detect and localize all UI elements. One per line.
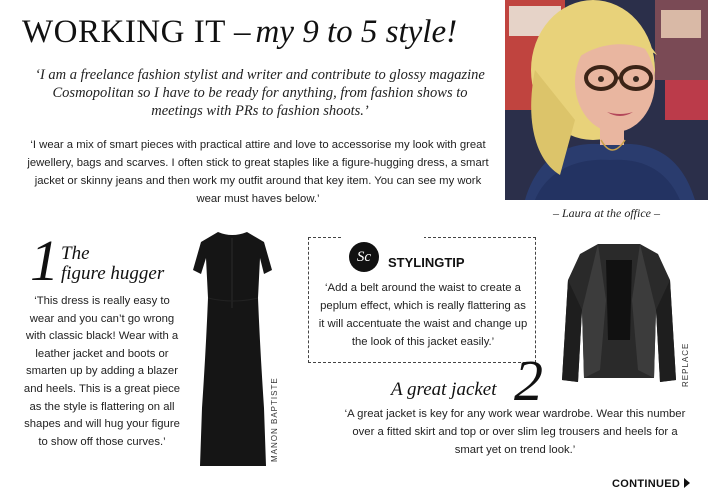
item2-text: ‘A great jacket is key for any work wear wardrobe. Wear this number over a fitted skirt and top or over slim leg trousers and heels for a smart yet on trend look.’ (344, 408, 686, 456)
stylist-logo-icon: Sc (349, 242, 379, 272)
styling-tip-text: ‘Add a belt around the waist to create a peplum effect, which is really flattering as it will accentuate the waist and change up the look of this jacket easily.’ (318, 282, 528, 348)
item1-text: ‘This dress is really easy to wear and you can’t go wrong with classic black! Wear with a leather jacket and boots or smarten up by adding a blazer and heels. This is a great piece as the style is flattering on all shapes and will hug your figure to show off those curves.’ (23, 295, 181, 448)
photo-caption: – Laura at the office – (553, 206, 660, 220)
item1-credit: MANON BAPTISTE (270, 377, 279, 462)
tip-box-gap (342, 232, 424, 244)
laura-photo (505, 0, 708, 200)
item2-credit: REPLACE (681, 342, 690, 387)
title-caps: WORKING IT – (22, 14, 252, 50)
black-dress-image (190, 228, 275, 470)
intro-quote: ‘I am a freelance fashion stylist and writer and contribute to glossy magazine Cosmopolitan so I have to be ready for anything, from fashion shows to meetings with PRs to fashion shoots.’ (35, 67, 485, 119)
item1-title-line2: figure hugger (61, 263, 165, 284)
leather-jacket-image (560, 240, 678, 390)
title-italic: my 9 to 5 style! (255, 14, 458, 50)
continued-label: CONTINUED (612, 478, 681, 490)
item1-title-line1: The (61, 243, 90, 264)
item1-number: 1 (30, 228, 59, 293)
laura-portrait-image (505, 0, 708, 200)
item2-title: A great jacket (391, 379, 497, 400)
play-arrow-icon (684, 478, 690, 488)
intro-body: ‘I wear a mix of smart pieces with practical attire and love to accessorise my look with great jewellery, bags and scarves. I often stick to great staples like a figure-hugging dress, a smart jacket or skinny jeans and then work my outfit around that key item. You can see my work wear must haves below.’ (27, 139, 489, 205)
page-title (22, 14, 457, 51)
item2-number: 2 (514, 348, 543, 413)
styling-tip-title: STYLINGTIP (388, 255, 465, 270)
continued-link[interactable] (612, 478, 690, 490)
